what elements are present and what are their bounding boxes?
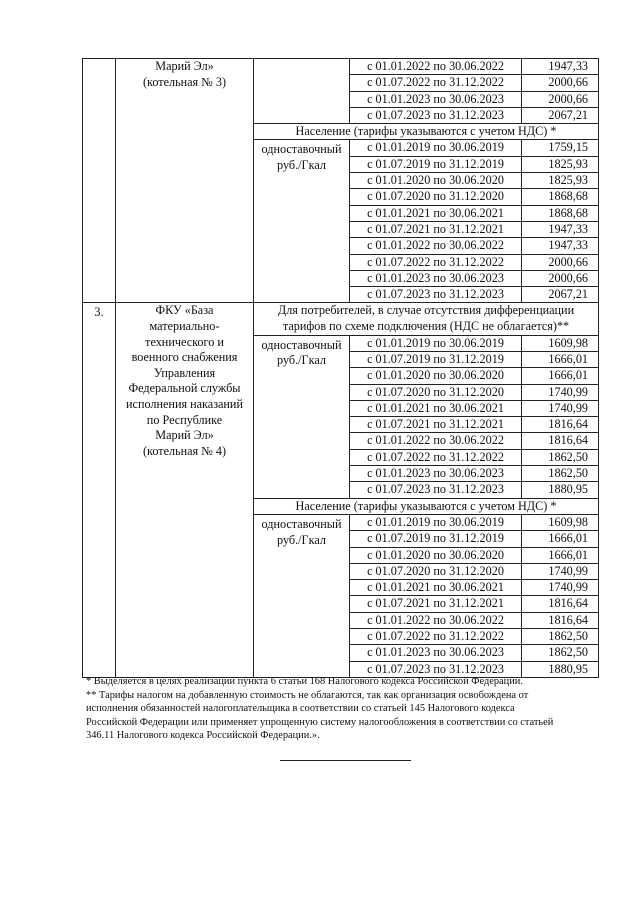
unit-line: руб./Гкал bbox=[277, 353, 326, 368]
period-cell: с 01.07.2023 по 31.12.2023 bbox=[350, 482, 522, 498]
tariff-value-cell: 1740,99 bbox=[522, 580, 599, 596]
tariff-value-cell: 1609,98 bbox=[522, 335, 599, 351]
tariff-value-cell: 2067,21 bbox=[522, 107, 599, 123]
tariff-value-cell: 2000,66 bbox=[522, 270, 599, 286]
organization-name-line: (котельная № 4) bbox=[142, 443, 227, 458]
tariff-value-cell: 1825,93 bbox=[522, 156, 599, 172]
footnote-vat-allocation bbox=[86, 675, 606, 688]
period-cell: с 01.01.2021 по 30.06.2021 bbox=[350, 580, 522, 596]
population-header-cell: Население (тарифы указываются с учетом НДС) * bbox=[254, 498, 599, 514]
period-cell: с 01.07.2021 по 31.12.2021 bbox=[350, 596, 522, 612]
footnote-line: ** Тарифы налогом на добавленную стоимость не облагаются, так как организация освобождена от bbox=[86, 690, 529, 701]
organization-name-line: Марий Эл» bbox=[155, 428, 214, 443]
tariff-value-cell: 1740,99 bbox=[522, 384, 599, 400]
tariff-value-cell: 1862,50 bbox=[522, 645, 599, 661]
tariff-value-cell: 1740,99 bbox=[522, 400, 599, 416]
consumers-header-line: Для потребителей, в случае отсутствия дифференциации bbox=[277, 303, 575, 318]
consumers-header-cell bbox=[254, 303, 599, 335]
period-cell: с 01.07.2020 по 31.12.2020 bbox=[350, 189, 522, 205]
period-cell: с 01.01.2023 по 30.06.2023 bbox=[350, 270, 522, 286]
period-cell: с 01.01.2022 по 30.06.2022 bbox=[350, 238, 522, 254]
period-cell: с 01.01.2020 по 30.06.2020 bbox=[350, 547, 522, 563]
unit-line: руб./Гкал bbox=[277, 532, 326, 547]
organization-name-line: военного снабжения bbox=[131, 350, 238, 365]
period-cell: с 01.07.2021 по 31.12.2021 bbox=[350, 417, 522, 433]
footnote-line: 346.11 Налогового кодекса Российской Федерации.». bbox=[86, 730, 320, 742]
tariff-value-cell: 2000,66 bbox=[522, 75, 599, 91]
organization-name-line: технического и bbox=[145, 334, 224, 349]
period-cell: с 01.07.2023 по 31.12.2023 bbox=[350, 661, 522, 677]
unit-line: одноставочный bbox=[261, 516, 342, 531]
tariff-value-cell: 1947,33 bbox=[522, 238, 599, 254]
tariff-value-cell: 1825,93 bbox=[522, 173, 599, 189]
period-cell: с 01.01.2020 по 30.06.2020 bbox=[350, 368, 522, 384]
row-number-cell: 3. bbox=[83, 303, 116, 677]
period-cell: с 01.07.2023 по 31.12.2023 bbox=[350, 287, 522, 303]
organization-name-line: материально- bbox=[149, 319, 220, 334]
organization-cell bbox=[116, 59, 254, 303]
end-separator-line bbox=[280, 760, 411, 761]
organization-name-line: (котельная № 3) bbox=[142, 74, 227, 89]
unit-line: одноставочный bbox=[261, 142, 342, 157]
period-cell: с 01.01.2019 по 30.06.2019 bbox=[350, 335, 522, 351]
period-cell: с 01.01.2019 по 30.06.2019 bbox=[350, 140, 522, 156]
unit-line: одноставочный bbox=[261, 337, 342, 352]
footnote-vat-exempt bbox=[86, 689, 606, 743]
tariff-value-cell: 1816,64 bbox=[522, 596, 599, 612]
tariff-value-cell: 2000,66 bbox=[522, 254, 599, 270]
tariff-value-cell: 1609,98 bbox=[522, 514, 599, 530]
organization-name-line: Федеральной службы bbox=[128, 381, 241, 396]
period-cell: с 01.07.2022 по 31.12.2022 bbox=[350, 254, 522, 270]
tariff-value-cell: 1816,64 bbox=[522, 612, 599, 628]
organization-name-line: по Республике bbox=[146, 412, 223, 427]
tariff-value-cell: 2067,21 bbox=[522, 287, 599, 303]
period-cell: с 01.01.2021 по 30.06.2021 bbox=[350, 205, 522, 221]
tariff-value-cell: 1862,50 bbox=[522, 466, 599, 482]
tariff-value-cell: 1666,01 bbox=[522, 531, 599, 547]
period-cell: с 01.01.2022 по 30.06.2022 bbox=[350, 433, 522, 449]
period-cell: с 01.07.2020 по 31.12.2020 bbox=[350, 384, 522, 400]
period-cell: с 01.01.2023 по 30.06.2023 bbox=[350, 645, 522, 661]
table-row bbox=[83, 59, 599, 75]
footnote-line: Российской Федерации или применяет упрощенную систему налогообложения в соответствии со статьей bbox=[86, 716, 554, 728]
tariff-value-cell: 1666,01 bbox=[522, 351, 599, 367]
organization-name-line: исполнения наказаний bbox=[126, 397, 243, 412]
unit-cell bbox=[254, 140, 350, 303]
tariff-value-cell: 1740,99 bbox=[522, 563, 599, 579]
period-cell: с 01.01.2019 по 30.06.2019 bbox=[350, 514, 522, 530]
consumers-header-line: тарифов по схеме подключения (НДС не облагается)** bbox=[282, 319, 570, 334]
organization-name-line: ФКУ «База bbox=[155, 303, 214, 318]
unit-cell bbox=[254, 59, 350, 124]
tariff-table bbox=[82, 58, 599, 678]
tariff-value-cell: 2000,66 bbox=[522, 91, 599, 107]
row-number-cell bbox=[83, 59, 116, 303]
tariff-value-cell: 1666,01 bbox=[522, 547, 599, 563]
tariff-value-cell: 1816,64 bbox=[522, 417, 599, 433]
footnote-line: исполнения обязанностей налогоплательщика в соответствии со статьей 145 Налогового кодекса bbox=[86, 703, 515, 715]
tariff-value-cell: 1880,95 bbox=[522, 482, 599, 498]
section-header-row bbox=[83, 303, 599, 335]
period-cell: с 01.01.2022 по 30.06.2022 bbox=[350, 612, 522, 628]
period-cell: с 01.07.2022 по 31.12.2022 bbox=[350, 628, 522, 644]
period-cell: с 01.07.2022 по 31.12.2022 bbox=[350, 449, 522, 465]
tariff-value-cell: 1862,50 bbox=[522, 449, 599, 465]
period-cell: с 01.07.2021 по 31.12.2021 bbox=[350, 221, 522, 237]
period-cell: с 01.07.2019 по 31.12.2019 bbox=[350, 531, 522, 547]
tariff-value-cell: 1947,33 bbox=[522, 59, 599, 75]
period-cell: с 01.01.2020 по 30.06.2020 bbox=[350, 173, 522, 189]
period-cell: с 01.07.2022 по 31.12.2022 bbox=[350, 75, 522, 91]
period-cell: с 01.07.2019 по 31.12.2019 bbox=[350, 351, 522, 367]
period-cell: с 01.01.2021 по 30.06.2021 bbox=[350, 400, 522, 416]
population-header-cell: Население (тарифы указываются с учетом НДС) * bbox=[254, 124, 599, 140]
footnote-line: * Выделяется в целях реализации пункта 6 статьи 168 Налогового кодекса Российской Федерации. bbox=[86, 676, 523, 687]
tariff-value-cell: 1759,15 bbox=[522, 140, 599, 156]
unit-cell bbox=[254, 514, 350, 677]
tariff-value-cell: 1862,50 bbox=[522, 628, 599, 644]
unit-cell bbox=[254, 335, 350, 498]
tariff-value-cell: 1868,68 bbox=[522, 205, 599, 221]
period-cell: с 01.01.2022 по 30.06.2022 bbox=[350, 59, 522, 75]
period-cell: с 01.07.2020 по 31.12.2020 bbox=[350, 563, 522, 579]
period-cell: с 01.01.2023 по 30.06.2023 bbox=[350, 91, 522, 107]
tariff-value-cell: 1666,01 bbox=[522, 368, 599, 384]
unit-line: руб./Гкал bbox=[277, 158, 326, 173]
period-cell: с 01.01.2023 по 30.06.2023 bbox=[350, 466, 522, 482]
period-cell: с 01.07.2019 по 31.12.2019 bbox=[350, 156, 522, 172]
tariff-value-cell: 1880,95 bbox=[522, 661, 599, 677]
period-cell: с 01.07.2023 по 31.12.2023 bbox=[350, 107, 522, 123]
organization-name-line: Марий Эл» bbox=[155, 59, 214, 73]
organization-cell bbox=[116, 303, 254, 677]
tariff-value-cell: 1868,68 bbox=[522, 189, 599, 205]
organization-name-line: Управления bbox=[153, 365, 216, 380]
tariff-value-cell: 1947,33 bbox=[522, 221, 599, 237]
tariff-value-cell: 1816,64 bbox=[522, 433, 599, 449]
